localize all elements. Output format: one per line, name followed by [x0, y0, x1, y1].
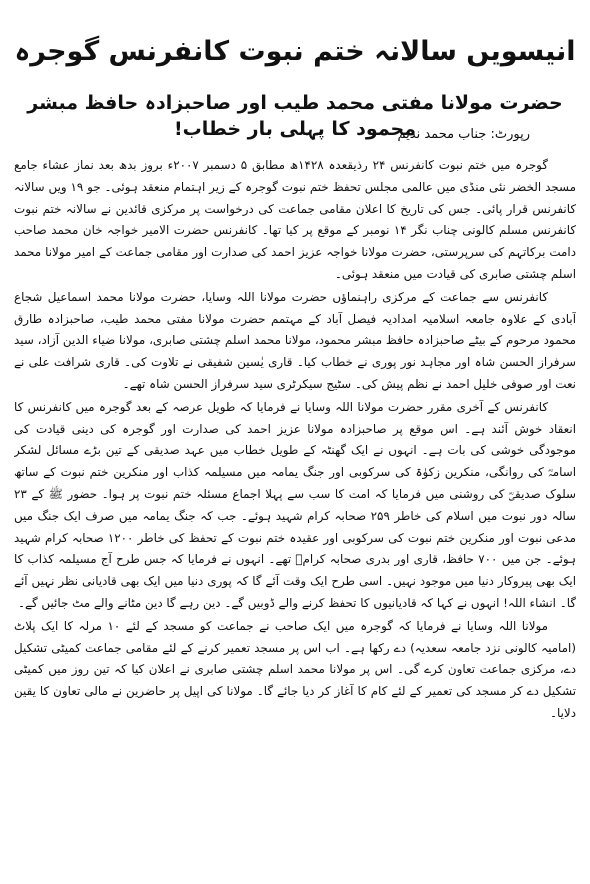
article-title: انیسویں سالانہ ختم نبوت کانفرنس گوجرہ: [14, 36, 576, 67]
paragraph: مولانا اللہ وسایا نے فرمایا کہ گوجرہ میں ایک صاحب نے جماعت کو مسجد کے لئے ۱۰ مرلہ کا ایک پلاٹ (امامیہ کالونی نزد جامعہ سعدیہ) دے رکھا ہے۔ اب اس پر مسجد تعمیر کرنے کے لئے مقامی جماعت کمیٹی تشکیل دے، مرکزی جماعت تعاون کرے گی۔ اس پر مولانا محمد اسلم چشتی صابری نے اعلان کیا کہ تین روز میں کمیٹی تشکیل دے کر مسجد کی تعمیر کے لئے کام کا آغاز کر دیا جائے گا۔ مولانا کی اپیل پر حاضرین نے مالی تعاون کا یقین دلایا۔: [14, 618, 576, 720]
article-subtitle: حضرت مولانا مفتی محمد طیب اور صاحبزادہ حافظ مبشر محمود کا پہلی بار خطاب!: [27, 92, 563, 140]
paragraph: گوجرہ میں ختم نبوت کانفرنس ۲۴ رذیقعدہ ۱۴۲۸ھ مطابق ۵ دسمبر ۲۰۰۷ء بروز بدھ بعد نماز عشاء جامع مسجد الخضر نئی منڈی میں عالمی مجلس تحفظ ختم نبوت گوجرہ کے زیر اہتمام منعقد ہوئی۔ جو ۱۹ ویں سالانہ کانفرنس قرار پائی۔ جس کی تاریخ کا اعلان مقامی جماعت کی درخواست پر مرکزی قائدین نے سالانہ ختم نبوت کانفرنس مسلم کالونی چناب نگر ۱۴ نومبر کے موقع پر کیا تھا۔ کانفرنس حضرت الامیر خواجہ خان محمد صاحب دامت برکاتہم کی سرپرستی، حضرت مولانا خواجہ عزیز احمد کی صدارت اور مقامی جماعت کے امیر مولانا محمد اسلم چشتی صابری کی قیادت میں منعقد ہوئی۔: [14, 158, 576, 281]
reporter-byline: رپورٹ: جناب محمد ندیم: [397, 127, 530, 142]
paragraph: کانفرنس کے آخری مقرر حضرت مولانا اللہ وسایا نے فرمایا کہ طویل عرصہ کے بعد گوجرہ میں کانفرنس کا انعقاد خوش آئند ہے۔ اس موقع پر صاحبزادہ مولانا عزیز احمد کی صدارت اور گوجرہ کی دینی قیادت کی موجودگی خوشی کی بات ہے۔ انہوں نے ایک گھنٹہ کے طویل خطاب میں عہد صدیقی کے تین بڑے مسائل لشکر اسامہؓ کی روانگی، منکرین زکوٰۃ کی سرکوبی اور جنگ یمامہ میں مسیلمہ کذاب اور منکرین ختم نبوت کے ساتھ سلوک صدیقیؓ کی روشنی میں فرمایا کہ امت کا سب سے پہلا اجماع مسئلہ ختم نبوت پر ہوا۔ حضور ﷺ کے ۲۳ سالہ دور نبوت میں اسلام کی خاطر ۲۵۹ صحابہ کرام شہید ہوئے۔ جب کہ جنگ یمامہ میں صرف ایک جنگ میں مدعی نبوت اور منکرین ختم نبوت کی سرکوبی اور عقیدہ ختم نبوت کے تحفظ کی خاطر ۱۲۰۰ صحابہ کرام شہید ہوئے۔ جن میں ۷۰۰ حافظ، قاری اور بدری صحابہ کرامؓ تھے۔ انہوں نے فرمایا کہ جس طرح آج مسیلمہ کذاب کا ایک بھی پیروکار دنیا میں موجود نہیں۔ اسی طرح ایک وقت آئے گا کہ پوری دنیا میں ایک بھی قادیانی نظر نہیں آئے گا۔ انشاء اللہ! انہوں نے کہا کہ قادیانیوں کا تحفظ کرنے والے ڈوبیں گے۔ دین رہے گا دین مٹانے والے مٹ جائیں گے۔: [14, 399, 576, 610]
paragraph: کانفرنس سے جماعت کے مرکزی راہنماؤں حضرت مولانا اللہ وسایا، حضرت مولانا محمد اسماعیل شجاع آبادی کے علاوہ جامعہ اسلامیہ امدادیہ فیصل آباد کے مہتمم حضرت مولانا مفتی محمد طیب، صاحبزادہ طارق محمود مرحوم کے بیٹے صاحبزادہ حافظ مبشر محمود، مولانا محمد اسلم چشتی صابری، مولانا ضیاء الدین آزاد، سید سرفراز الحسن شاہ اور مجاہد نور پوری نے خطاب کیا۔ قاری یٰسین شفیقی نے تلاوت کی۔ قاری شرافت علی نے نعت اور صوفی خلیل احمد نے نظم پیش کی۔ سٹیج سیکرٹری سید سرفراز الحسن شاہ تھے۔: [14, 289, 576, 391]
article-body: [14, 155, 576, 875]
